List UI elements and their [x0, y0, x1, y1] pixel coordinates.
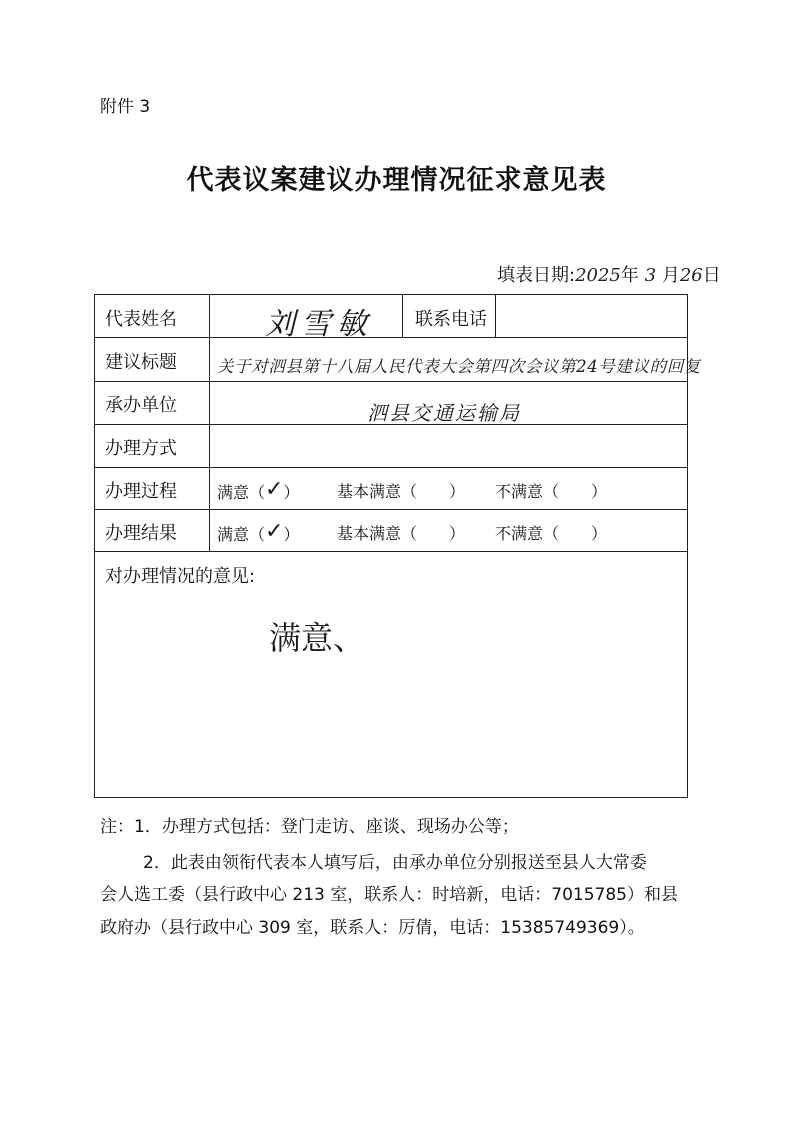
column-divider: [402, 295, 403, 337]
process-satisfied-option[interactable]: [217, 479, 299, 504]
option-close-paren: ）: [283, 483, 300, 502]
date-year: 2025: [575, 265, 621, 286]
process-basic-option[interactable]: 基本满意（ ）: [337, 482, 466, 501]
row-divider: [95, 551, 687, 552]
date-month-unit: 月: [661, 265, 680, 286]
subject-label: 建议标题: [105, 352, 177, 373]
date-day-unit: 日: [702, 265, 721, 286]
result-label: 办理结果: [105, 523, 177, 544]
option-close-paren: ）: [283, 525, 300, 544]
date-month: 3: [644, 265, 657, 286]
note-line-3: 会人选工委（县行政中心 213 室，联系人：时培新，电话：7015785）和县: [100, 885, 678, 905]
row-divider: [95, 509, 687, 510]
rep-name-value: 刘雪敏: [265, 307, 373, 342]
subject-value: 关于对泗县第十八届人民代表大会第四次会议第24号建议的回复: [217, 357, 701, 376]
note-line-1: 注：1．办理方式包括：登门走访、座谈、现场办公等；: [100, 817, 519, 837]
page-title: 代表议案建议办理情况征求意见表: [186, 165, 607, 196]
rep-name-label: 代表姓名: [105, 309, 177, 330]
row-divider: [95, 467, 687, 468]
row-divider: [95, 381, 687, 382]
option-satisfied-text: 满意（: [217, 483, 266, 502]
note-line-2: 2．此表由领衔代表本人填写后，由承办单位分别报送至县人大常委: [143, 853, 647, 873]
date-day: 26: [679, 265, 703, 286]
result-basic-option[interactable]: 基本满意（ ）: [337, 524, 466, 543]
column-divider: [495, 295, 496, 337]
check-icon: ✓: [265, 477, 284, 502]
fill-date: [497, 261, 721, 287]
result-satisfied-option[interactable]: [217, 521, 299, 546]
date-label: 填表日期:: [497, 265, 576, 286]
date-year-unit: 年: [620, 265, 639, 286]
note-line-4: 政府办（县行政中心 309 室，联系人：厉倩，电话：15385749369）。: [100, 918, 645, 938]
row-divider: [95, 337, 687, 338]
opinion-label: 对办理情况的意见:: [105, 566, 256, 587]
check-icon: ✓: [265, 519, 284, 544]
phone-label: 联系电话: [415, 309, 487, 330]
unit-label: 承办单位: [105, 395, 177, 416]
column-divider: [209, 295, 210, 551]
method-label: 办理方式: [105, 438, 177, 459]
feedback-form-table: [94, 294, 701, 798]
unit-value: 泗县交通运输局: [367, 401, 521, 425]
process-label: 办理过程: [105, 481, 177, 502]
option-satisfied-text: 满意（: [217, 525, 266, 544]
attachment-label: 附件 3: [100, 97, 151, 117]
process-not-option[interactable]: 不满意（ ）: [495, 482, 608, 501]
opinion-value: 满意、: [269, 619, 366, 657]
result-not-option[interactable]: 不满意（ ）: [495, 524, 608, 543]
